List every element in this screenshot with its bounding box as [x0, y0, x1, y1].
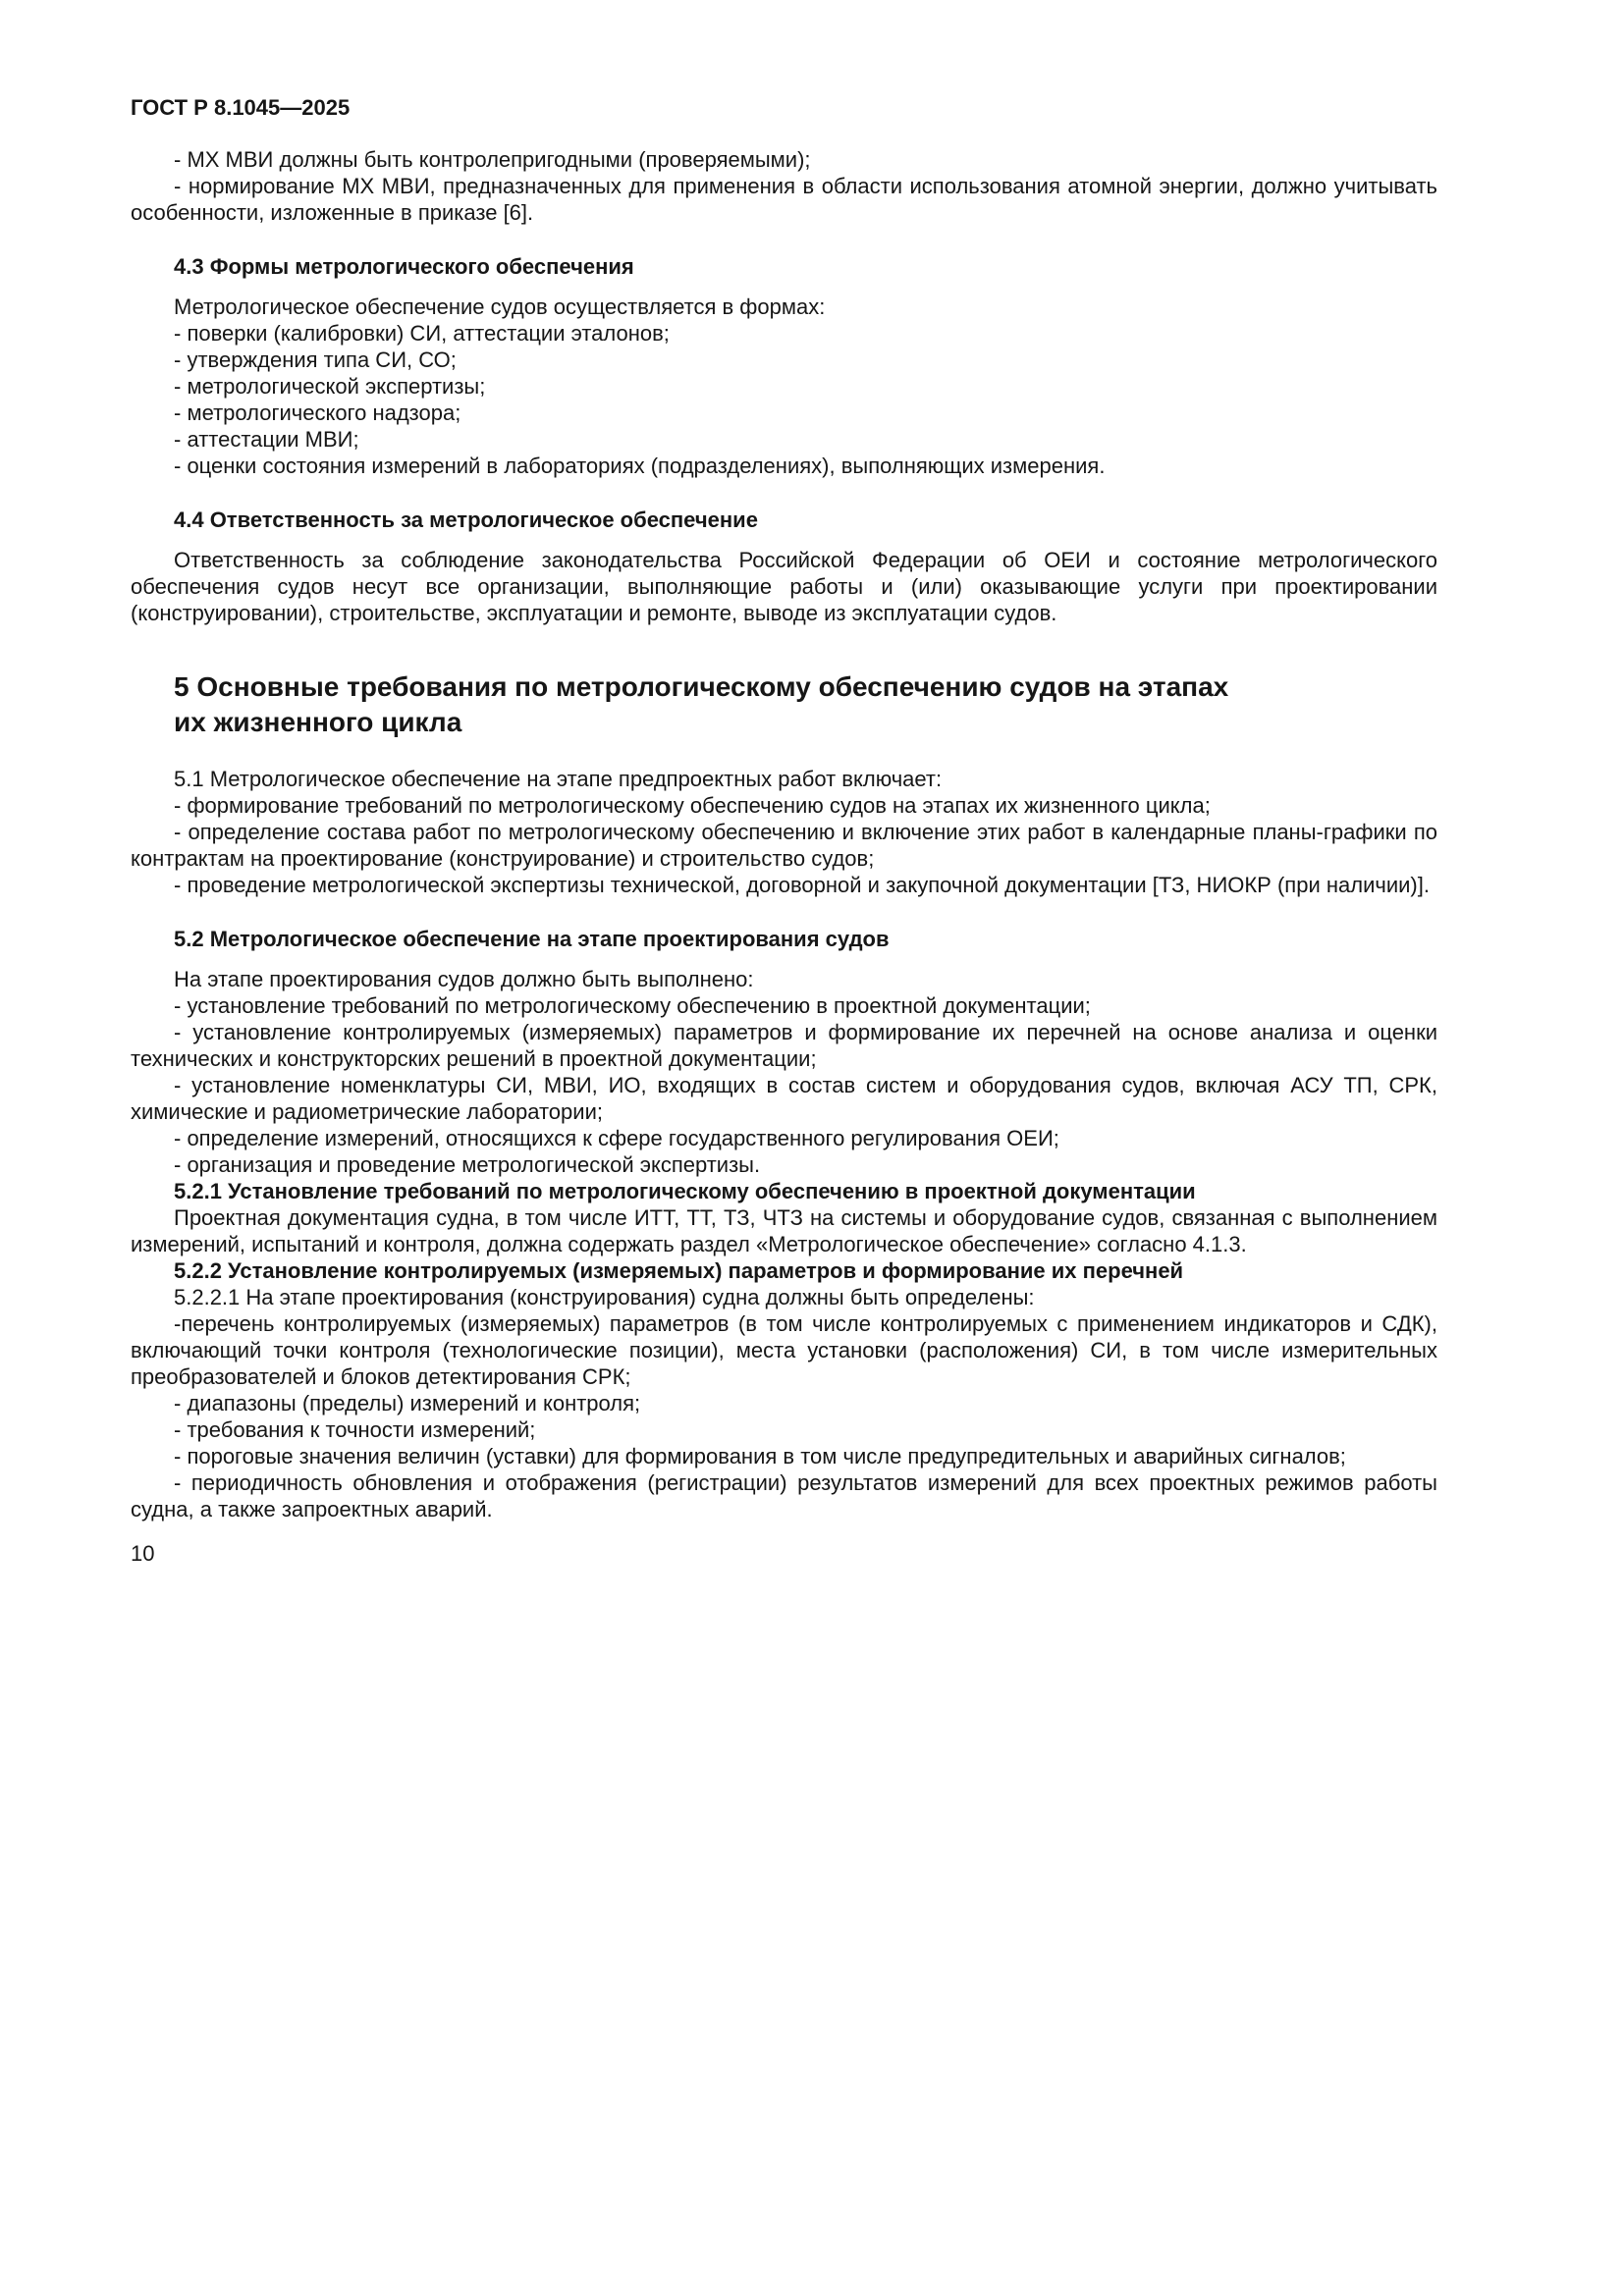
paragraph: - МХ МВИ должны быть контролепригодными (проверяемыми); [174, 147, 811, 172]
paragraph: - определение измерений, относящихся к сфере государственного регулирования ОЕИ; [174, 1126, 1059, 1150]
paragraph: - утверждения типа СИ, СО; [174, 347, 457, 372]
paragraph: - определение состава работ по метрологическому обеспечению и включение этих работ в календарные планы-графики по контрактам на проектирование (конструирование) и строительство судов; [131, 820, 1437, 871]
paragraph: - метрологической экспертизы; [174, 374, 486, 399]
document-body [131, 146, 1437, 1522]
paragraph: - периодичность обновления и отображения (регистрации) результатов измерений для всех проектных режимов работы судна, а также запроектных аварий. [131, 1470, 1437, 1522]
clause-heading: 5.2.2 Установление контролируемых (измеряемых) параметров и формирование их перечней [174, 1258, 1184, 1283]
page-number: 10 [131, 1541, 155, 1566]
paragraph: 5.1 Метрологическое обеспечение на этапе предпроектных работ включает: [174, 767, 943, 791]
section-heading: 5 Основные требования по метрологическому обеспечению судов на этапах их жизненного цикла [174, 671, 1229, 737]
subsection-heading: 4.4 Ответственность за метрологическое обеспечение [174, 507, 758, 532]
paragraph: -перечень контролируемых (измеряемых) параметров (в том числе контролируемых с применением индикаторов и СДК), включающий точки контроля (технологические позиции), места установки (расположения) СИ, в том числе измерительных преобразователей и блоков детектирования СРК; [131, 1311, 1437, 1389]
paragraph: На этапе проектирования судов должно быть выполнено: [174, 967, 754, 991]
paragraph: - нормирование МХ МВИ, предназначенных для применения в области использования атомной энергии, должно учитывать особенности, изложенные в приказе [6]. [131, 174, 1437, 225]
paragraph: - формирование требований по метрологическому обеспечению судов на этапах их жизненного цикла; [174, 793, 1211, 818]
paragraph: - аттестации МВИ; [174, 427, 359, 452]
paragraph: Проектная документация судна, в том числе ИТТ, ТТ, ТЗ, ЧТЗ на системы и оборудование судов, связанная с выполнением измерений, испытаний и контроля, должна содержать раздел «Метрологическое обеспечение» согласно 4.1.3. [131, 1205, 1437, 1256]
paragraph: - проведение метрологической экспертизы технической, договорной и закупочной документации [ТЗ, НИОКР (при наличии)]. [174, 873, 1430, 897]
running-header: ГОСТ Р 8.1045—2025 [131, 95, 351, 120]
paragraph: - метрологического надзора; [174, 400, 461, 425]
paragraph: 5.2.2.1 На этапе проектирования (конструирования) судна должны быть определены: [174, 1285, 1035, 1309]
paragraph: Ответственность за соблюдение законодательства Российской Федерации об ОЕИ и состояние метрологического обеспечения судов несут все организации, выполняющие работы и (или) оказывающие услуги при проектировании (конструировании), строительстве, эксплуатации и ремонте, выводе из эксплуатации судов. [131, 548, 1437, 625]
subsection-heading: 4.3 Формы метрологического обеспечения [174, 254, 634, 279]
paragraph: - диапазоны (пределы) измерений и контроля; [174, 1391, 641, 1415]
paragraph: - установление номенклатуры СИ, МВИ, ИО, входящих в состав систем и оборудования судов, включая АСУ ТП, СРК, химические и радиометрические лаборатории; [131, 1073, 1437, 1124]
paragraph: - установление требований по метрологическому обеспечению в проектной документации; [174, 993, 1091, 1018]
paragraph: - организация и проведение метрологической экспертизы. [174, 1152, 761, 1177]
paragraph: - требования к точности измерений; [174, 1417, 536, 1442]
paragraph: - оценки состояния измерений в лабораториях (подразделениях), выполняющих измерения. [174, 454, 1106, 478]
paragraph: - установление контролируемых (измеряемых) параметров и формирование их перечней на основе анализа и оценки технических и конструкторских решений в проектной документации; [131, 1020, 1437, 1071]
clause-heading: 5.2.1 Установление требований по метрологическому обеспечению в проектной документации [174, 1179, 1196, 1203]
paragraph: Метрологическое обеспечение судов осуществляется в формах: [174, 294, 826, 319]
paragraph: - поверки (калибровки) СИ, аттестации эталонов; [174, 321, 670, 346]
paragraph: - пороговые значения величин (уставки) для формирования в том числе предупредительных и аварийных сигналов; [174, 1444, 1346, 1468]
subsection-heading: 5.2 Метрологическое обеспечение на этапе проектирования судов [174, 927, 890, 951]
